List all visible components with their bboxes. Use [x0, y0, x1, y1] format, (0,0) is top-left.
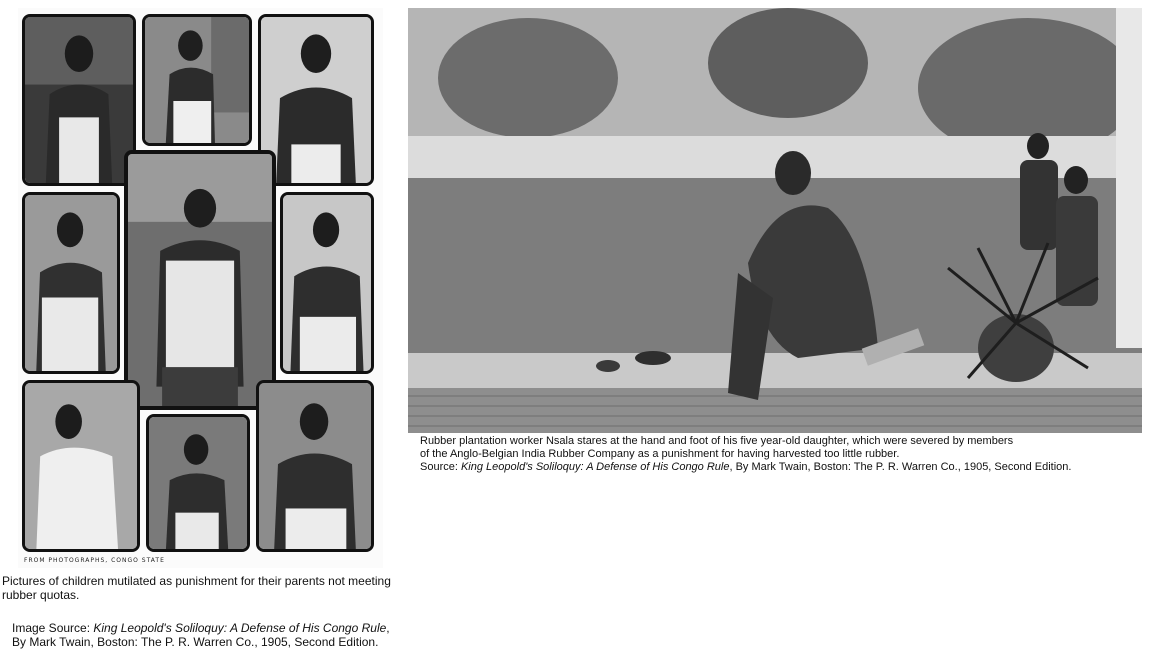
collage-photo-8 [146, 414, 250, 552]
collage-source-prefix: Image Source: [12, 621, 94, 635]
collage-photo-6 [280, 192, 374, 374]
main-photograph [408, 8, 1142, 433]
collage-photo-5-center [124, 150, 276, 410]
caption-line-1: Rubber plantation worker Nsala stares at the hand and foot of his five year-old daughter, which were severed by members [420, 435, 1014, 447]
collage-photo-4 [22, 192, 120, 374]
collage-photo-7 [22, 380, 140, 552]
main-photo-caption [420, 435, 1140, 474]
main-source-prefix: Source: [420, 461, 461, 473]
main-source-rest: , By Mark Twain, Boston: The P. R. Warren Co., 1905, Second Edition. [729, 461, 1072, 473]
collage-caption: Pictures of children mutilated as punishment for their parents not meeting rubber quotas. [2, 574, 391, 602]
main-source-title: King Leopold's Soliloquy: A Defense of His Congo Rule [460, 461, 730, 473]
collage-credit: FROM PHOTOGRAPHS, CONGO STATE [24, 557, 165, 564]
collage-source-title: King Leopold's Soliloquy: A Defense of His Congo Rule [93, 621, 387, 635]
collage-photo-1 [22, 14, 136, 186]
main-photo-source [420, 461, 1140, 474]
collage-source [12, 621, 402, 649]
collage-photo-9 [256, 380, 374, 552]
caption-line-2: of the Anglo-Belgian India Rubber Company as a punishment for having harvested too little rubber. [420, 448, 900, 460]
collage-source-rest: , By Mark Twain, Boston: The P. R. Warren Co., 1905, Second Edition. [12, 621, 390, 649]
photo-collage [18, 8, 383, 568]
collage-photo-2 [142, 14, 252, 146]
